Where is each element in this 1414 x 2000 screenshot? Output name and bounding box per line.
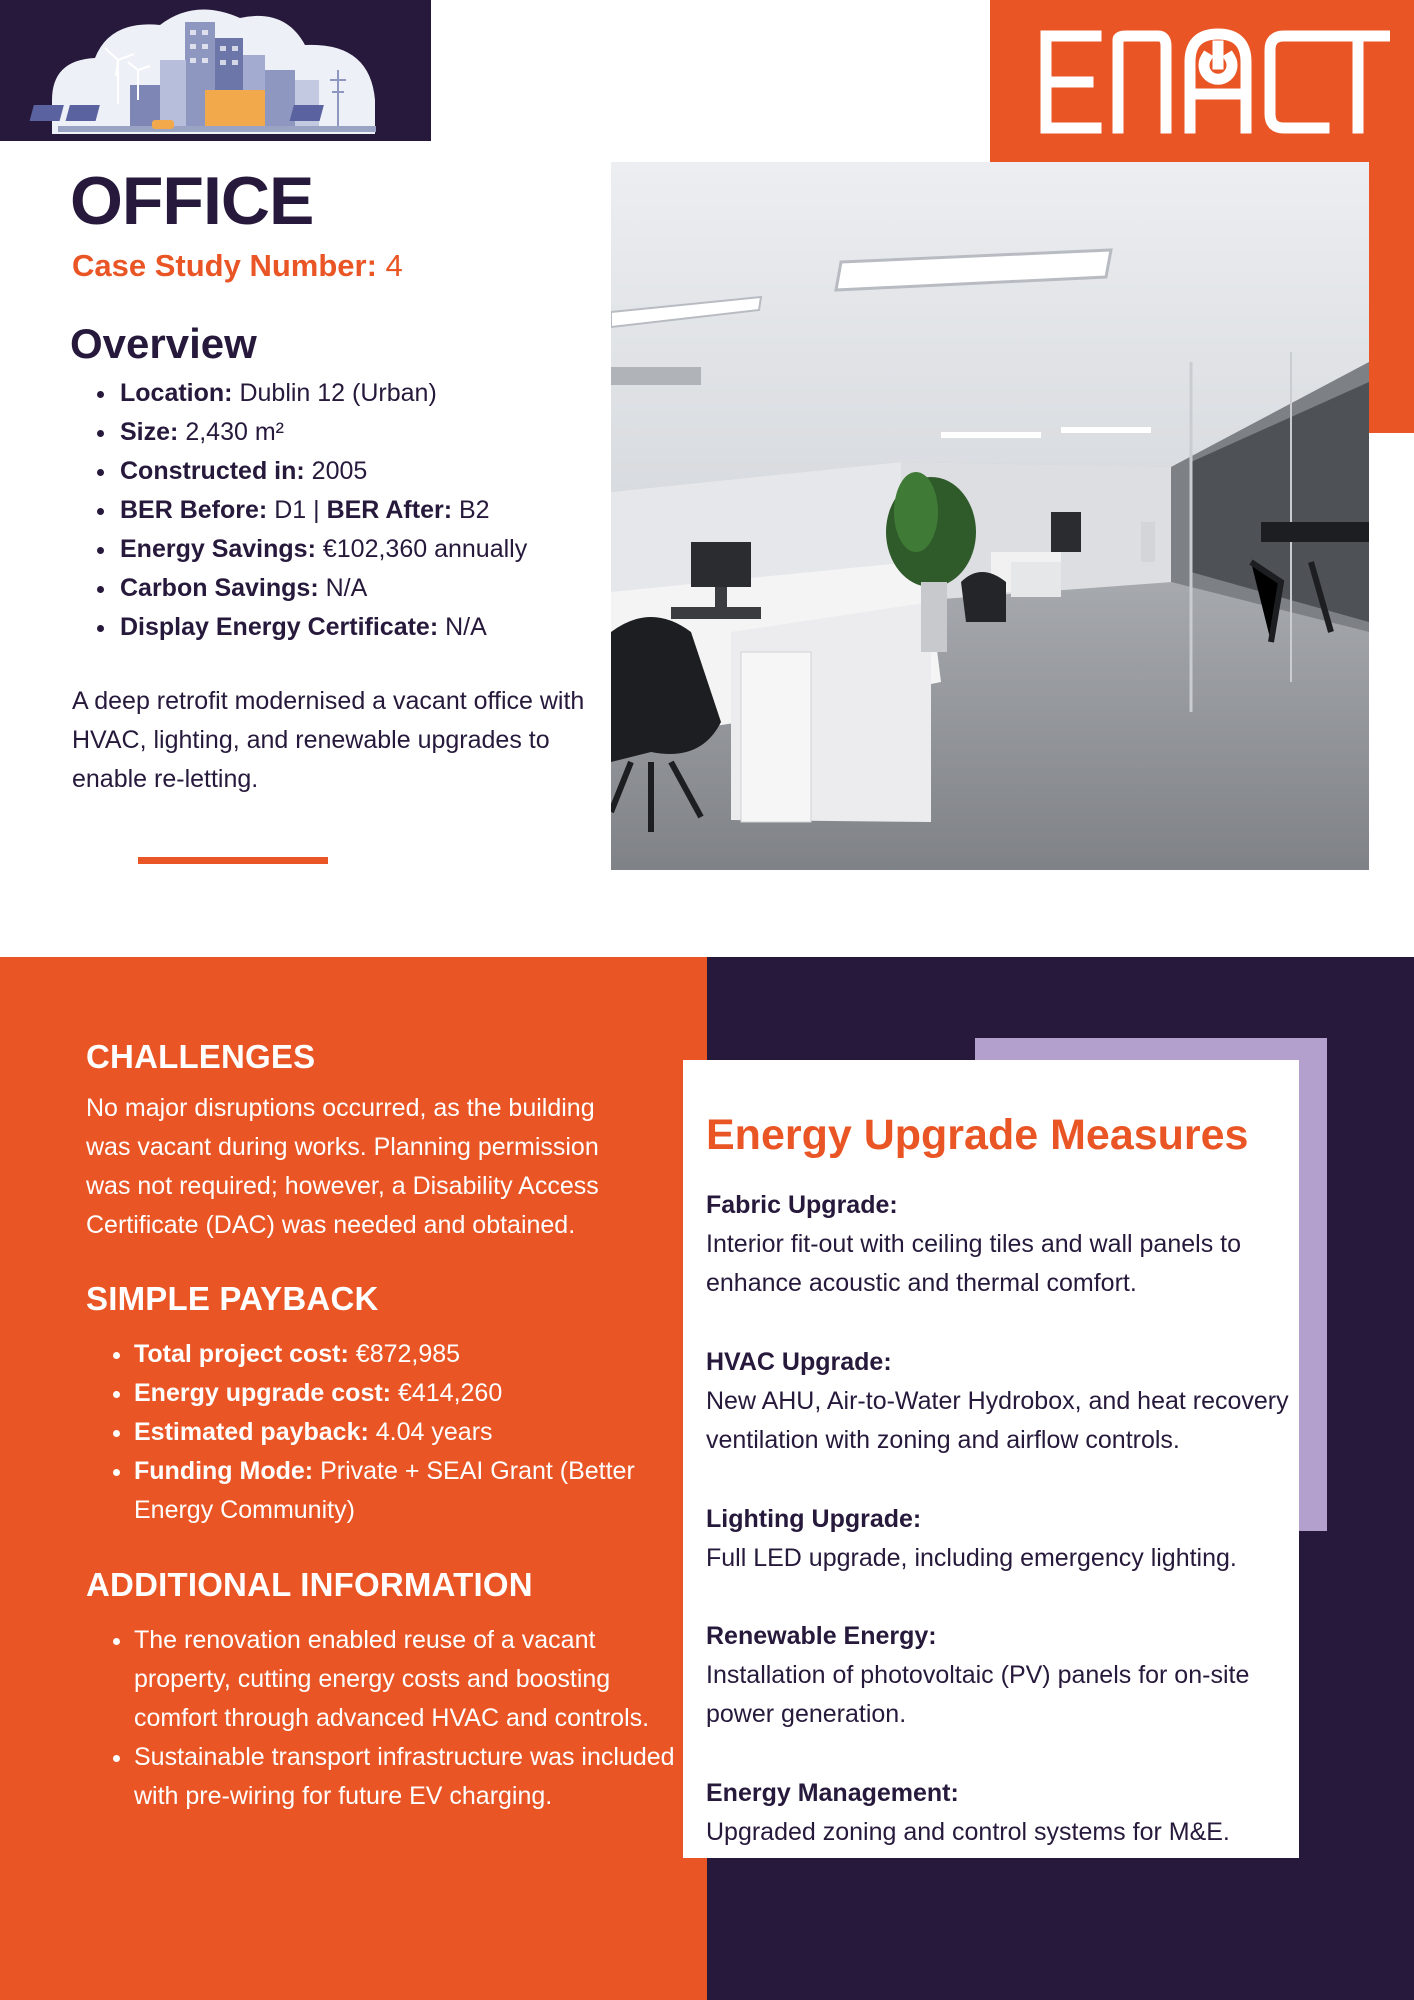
measure-text: Full LED upgrade, including emergency lighting. (706, 1544, 1237, 1572)
item-value: €414,260 (397, 1379, 503, 1407)
list-item (134, 1374, 684, 1413)
item-label: Energy upgrade cost: (134, 1379, 391, 1407)
list-item (118, 374, 638, 413)
measures-title: Energy Upgrade Measures (706, 1111, 1249, 1159)
list-item: • Sustainable transport infrastructure was included with pre-wiring for future EV charging. (134, 1738, 684, 1816)
item-value: €102,360 annually (322, 535, 528, 563)
enact-logo-mark (1030, 20, 1390, 140)
list-item: • The renovation enabled reuse of a vacant property, cutting energy costs and boosting comfort through advanced HVAC and controls. (134, 1621, 684, 1738)
list-item (118, 413, 638, 452)
energy-measures-card (683, 1060, 1299, 1858)
item-value: N/A (325, 574, 368, 602)
office-interior-image (611, 162, 1369, 870)
payback-list (86, 1335, 684, 1530)
list-item (134, 1413, 684, 1452)
item-label: Estimated payback: (134, 1418, 369, 1446)
item-label: Constructed in: (120, 457, 305, 485)
item-value: €872,985 (355, 1340, 461, 1368)
measure-heading: Energy Management: (706, 1779, 959, 1807)
accent-divider (138, 857, 328, 864)
case-study-value: 4 (385, 248, 403, 283)
list-item (118, 452, 638, 491)
measure-item (706, 1774, 1296, 1852)
payback-heading: SIMPLE PAYBACK (86, 1280, 379, 1317)
item-value: D1 | (274, 496, 320, 524)
enact-logo (1030, 20, 1390, 140)
challenges-text: No major disruptions occurred, as the building was vacant during works. Planning permission was not required; however, a Disability Access Certificate (DAC) was needed and obtained. (86, 1094, 599, 1239)
measure-heading: Fabric Upgrade: (706, 1191, 898, 1219)
item-label: Energy Savings: (120, 535, 316, 563)
city-illustration-banner (0, 0, 431, 141)
measure-heading: Lighting Upgrade: (706, 1505, 922, 1533)
item-value: Private + SEAI Grant (Better Energy Community) (134, 1457, 635, 1524)
item-value: N/A (445, 613, 487, 641)
measure-heading: Renewable Energy: (706, 1622, 937, 1650)
item-label: BER Before: (120, 496, 268, 524)
item-value: 2005 (311, 457, 368, 485)
measure-text: Upgraded zoning and control systems for M&E. (706, 1818, 1230, 1846)
item-label: Funding Mode: (134, 1457, 314, 1485)
additional-list (86, 1621, 684, 1816)
item-label: Total project cost: (134, 1340, 349, 1368)
measure-item (706, 1500, 1296, 1578)
item-label: Location: (120, 379, 233, 407)
city-skyline-illustration (0, 0, 431, 141)
list-item (118, 608, 638, 647)
case-study-label: Case Study Number: (72, 248, 377, 283)
overview-list (88, 374, 638, 647)
item-value-2: B2 (458, 496, 490, 524)
list-item (118, 569, 638, 608)
item-value: 4.04 years (375, 1418, 493, 1446)
page-title: OFFICE (70, 163, 314, 239)
item-label: Carbon Savings: (120, 574, 319, 602)
measure-text: Installation of photovoltaic (PV) panels for on-site power generation. (706, 1661, 1250, 1728)
measure-item (706, 1617, 1296, 1734)
list-item (134, 1335, 684, 1374)
case-study-number (72, 246, 403, 286)
additional-heading: ADDITIONAL INFORMATION (86, 1566, 533, 1603)
office-photo (611, 162, 1369, 870)
item-value: 2,430 m² (185, 418, 284, 446)
item-label-2: BER After: (326, 496, 453, 524)
overview-summary: A deep retrofit modernised a vacant office with HVAC, lighting, and renewable upgrades to enable re-letting. (72, 687, 585, 793)
measure-item (706, 1343, 1296, 1460)
challenges-heading: CHALLENGES (86, 1038, 316, 1075)
list-item (118, 530, 638, 569)
list-item (134, 1452, 684, 1530)
measure-item (706, 1186, 1296, 1303)
list-item (118, 491, 638, 530)
item-value: Dublin 12 (Urban) (239, 379, 437, 407)
overview-heading: Overview (70, 320, 257, 367)
item-label: Display Energy Certificate: (120, 613, 439, 641)
measure-text: Interior fit-out with ceiling tiles and wall panels to enhance acoustic and thermal comfort. (706, 1230, 1241, 1297)
measure-heading: HVAC Upgrade: (706, 1348, 892, 1376)
measure-text: New AHU, Air-to-Water Hydrobox, and heat recovery ventilation with zoning and airflow controls. (706, 1387, 1289, 1454)
item-label: Size: (120, 418, 179, 446)
